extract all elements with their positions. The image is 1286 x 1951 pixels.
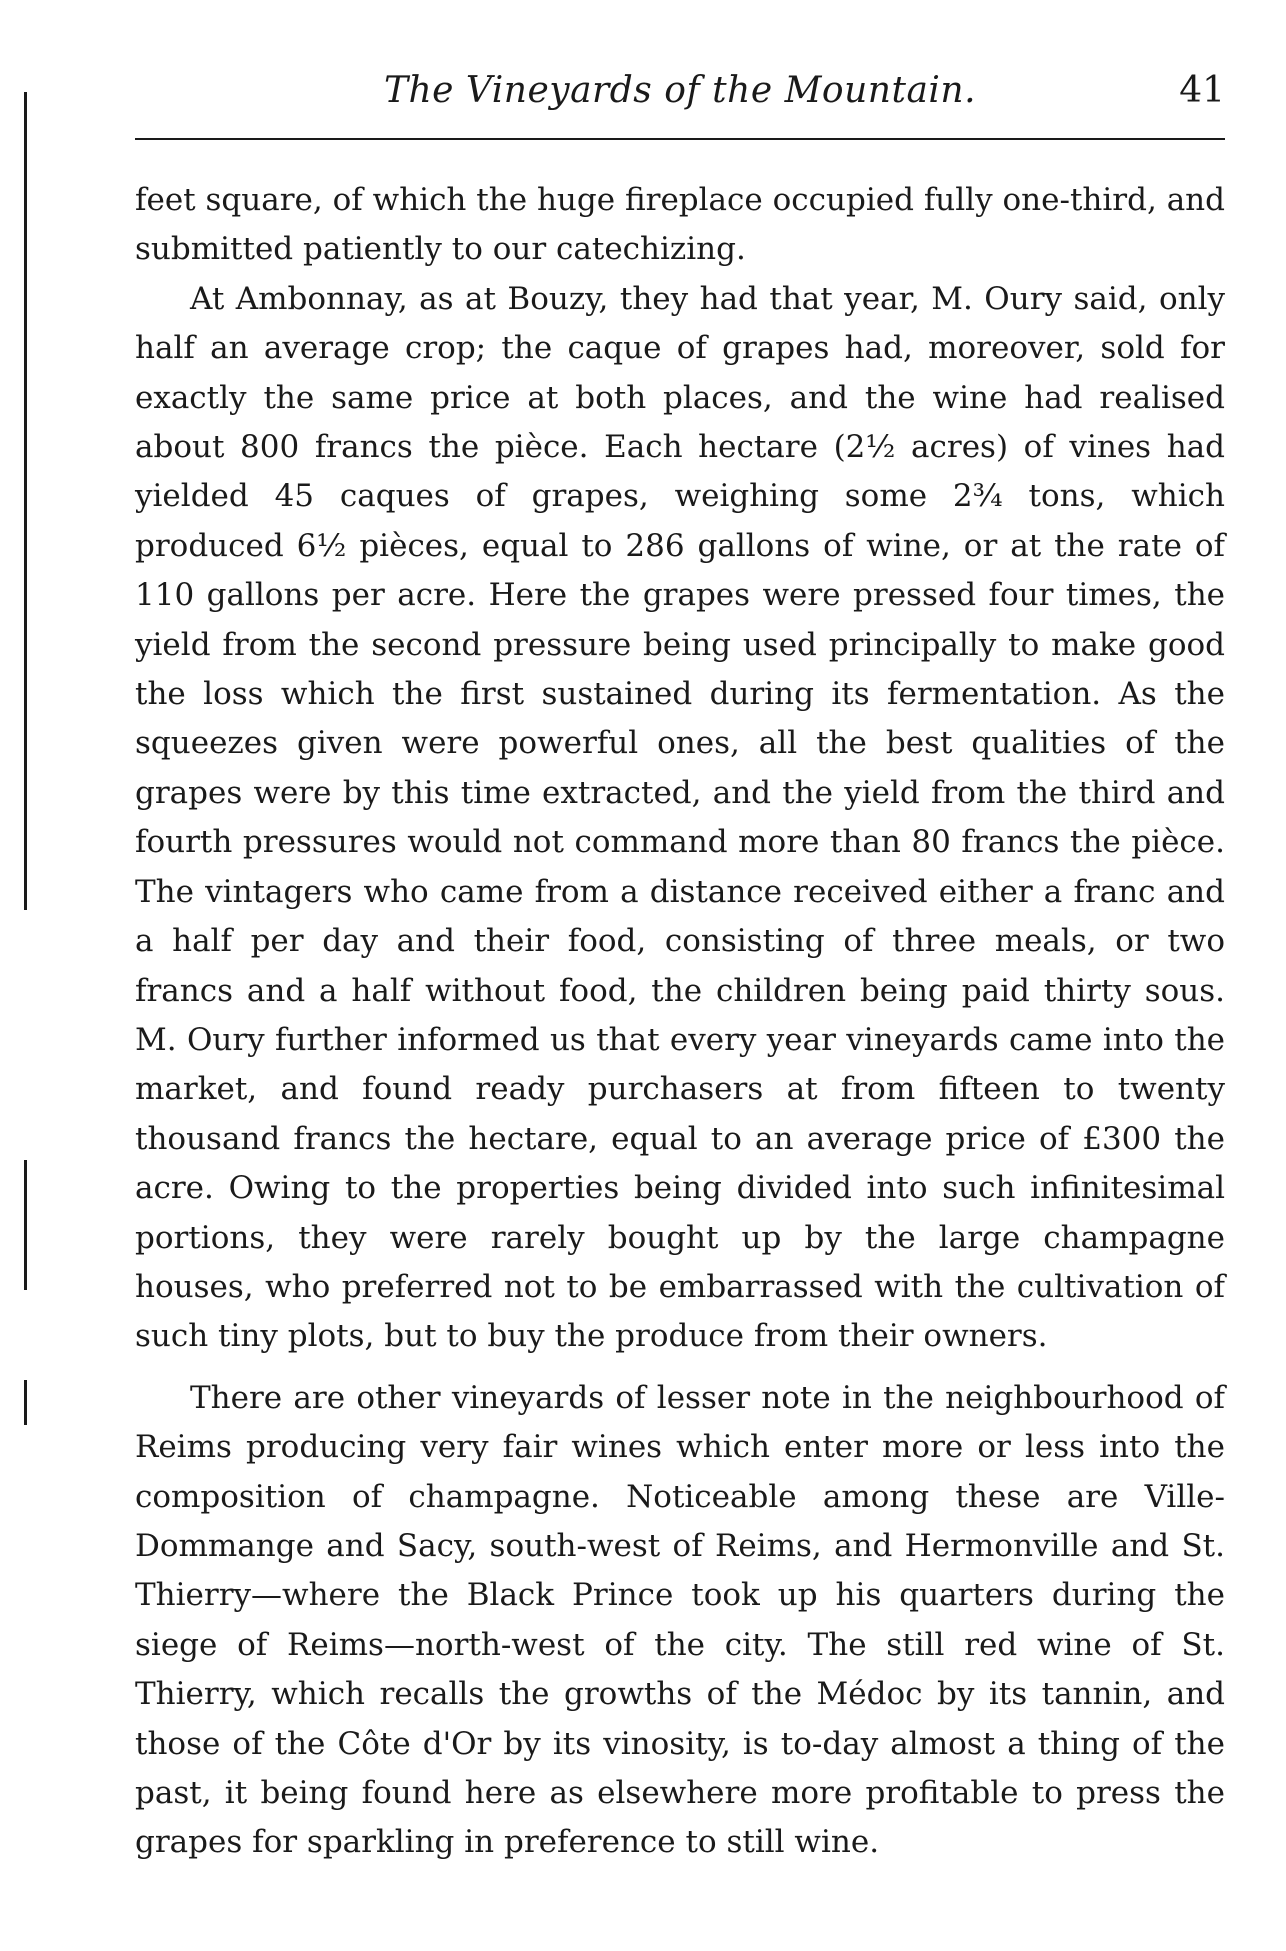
page-number: 41	[1179, 70, 1225, 111]
running-header	[135, 70, 1225, 120]
header-rule	[135, 138, 1225, 140]
margin-rule-upper	[24, 92, 27, 910]
running-title: The Vineyards of the Mountain.	[383, 70, 977, 111]
margin-rule-lower	[24, 1380, 27, 1425]
body-text	[135, 176, 1225, 1868]
paragraph-continuation: feet square, of which the huge fireplace occupied fully one-third, and submitted patiently to our catechizing.	[135, 182, 1225, 268]
paragraph-ambonnay: At Ambonnay, as at Bouzy, they had that year, M. Oury said, only half an average crop; the caque of grapes had, moreover, sold for exactly the same price at both places, and the wine had realised about 800 francs the pièce. Each hectare (2½ acres) of vines had yielded 45 caques of grapes, weighing some 2¾ tons, which produced 6½ pièces, equal to 286 gallons of wine, or at the rate of 110 gallons per acre. Here the grapes were pressed four times, the yield from the second pressure being used principally to make good the loss which the first sustained during its fermentation. As the squeezes given were powerful ones, all the best qualities of the grapes were by this time extracted, and the yield from the third and fourth pressures would not command more than 80 francs the pièce. The vintagers who came from a distance received either a franc and a half per day and their food, consisting of three meals, or two francs and a half without food, the children being paid thirty sous. M. Oury further informed us that every year vineyards came into the market, and found ready purchasers at from fifteen to twenty thousand francs the hectare, equal to an average price of £300 the acre. Owing to the properties being divided into such infinitesimal portions, they were rarely bought up by the large champagne houses, who preferred not to be embarrassed with the cultivation of such tiny plots, but to buy the produce from their owners.	[135, 280, 1225, 1355]
margin-rule-middle	[24, 1160, 27, 1290]
paragraph-other-vineyards: There are other vineyards of lesser note in the neighbourhood of Reims producing very fair wines which enter more or less into the composition of champagne. Noticeable among these are Ville-Dommange and Sacy, south-west of Reims, and Hermonville and St. Thierry—where the Black Prince took up his quarters during the siege of Reims—north-west of the city. The still red wine of St. Thierry, which recalls the growths of the Médoc by its tannin, and those of the Côte d'Or by its vinosity, is to-day almost a thing of the past, it being found here as elsewhere more profitable to press the grapes for sparkling in preference to still wine.	[135, 1379, 1225, 1861]
